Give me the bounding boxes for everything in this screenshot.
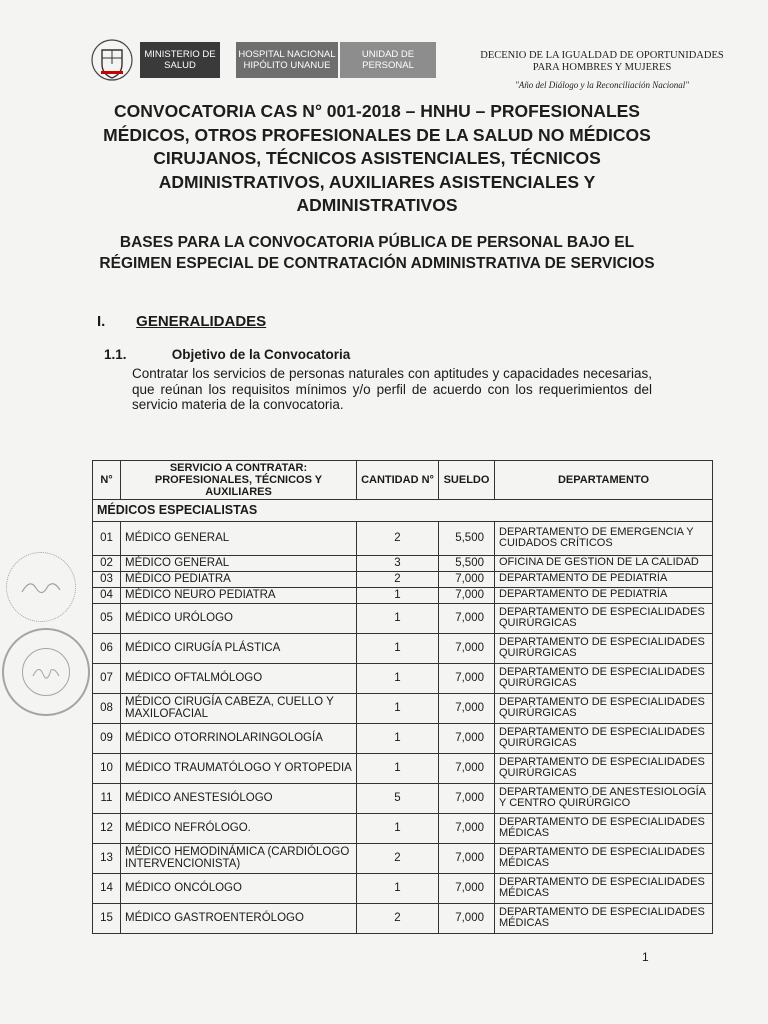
cell-num: 13 [93, 843, 121, 873]
cell-servicio: MÉDICO CIRUGÍA PLÁSTICA [121, 633, 357, 663]
table-row [93, 783, 713, 813]
peru-crest-icon [88, 36, 136, 84]
cell-sueldo: 7,000 [439, 603, 495, 633]
cell-servicio: MÉDICO OTORRINOLARINGOLOGÍA [121, 723, 357, 753]
cell-sueldo: 7,000 [439, 813, 495, 843]
logo-ministerio-de-salud: MINISTERIO DE SALUD [140, 42, 220, 78]
logo-hospital: HOSPITAL NACIONAL HIPÓLITO UNANUE [236, 42, 338, 78]
seal-inner-ring [22, 648, 70, 696]
header-sueldo: SUELDO [439, 461, 495, 500]
signature-icon [18, 572, 64, 602]
cell-sueldo: 7,000 [439, 633, 495, 663]
cell-cantidad: 3 [357, 555, 439, 571]
table-header-row [93, 461, 713, 500]
cell-sueldo: 7,000 [439, 587, 495, 603]
cell-departamento: DEPARTAMENTO DE ESPECIALIDADES MÉDICAS [495, 903, 713, 933]
cell-departamento: DEPARTAMENTO DE ESPECIALIDADES QUIRÚRGICAS [495, 603, 713, 633]
cell-cantidad: 1 [357, 873, 439, 903]
cell-cantidad: 5 [357, 783, 439, 813]
cell-departamento: DEPARTAMENTO DE PEDIATRÍA [495, 571, 713, 587]
cell-servicio: MÉDICO NEFRÓLOGO. [121, 813, 357, 843]
document-subtitle: BASES PARA LA CONVOCATORIA PÚBLICA DE PERSONAL BAJO EL RÉGIMEN ESPECIAL DE CONTRATACIÓN ADMINISTRATIVA DE SERVICIOS [99, 234, 655, 272]
table-row [93, 571, 713, 587]
table-row [93, 603, 713, 633]
cell-num: 02 [93, 555, 121, 571]
cell-servicio: MÉDICO CIRUGÍA CABEZA, CUELLO Y MAXILOFACIAL [121, 693, 357, 723]
cell-cantidad: 1 [357, 663, 439, 693]
cell-departamento: DEPARTAMENTO DE ESPECIALIDADES MÉDICAS [495, 843, 713, 873]
decenio-line-2: PARA HOMBRES Y MUJERES [532, 62, 672, 73]
cell-departamento: OFICINA DE GESTION DE LA CALIDAD [495, 555, 713, 571]
page-number: 1 [642, 950, 649, 964]
table-row [93, 663, 713, 693]
cell-servicio: MÉDICO PEDIATRA [121, 571, 357, 587]
cell-servicio: MÉDICO URÓLOGO [121, 603, 357, 633]
table-row [93, 521, 713, 555]
seal-stamp-direccion-general [2, 628, 90, 716]
cell-departamento: DEPARTAMENTO DE ESPECIALIDADES MÉDICAS [495, 813, 713, 843]
cell-sueldo: 5,500 [439, 521, 495, 555]
cell-servicio: MÉDICO OFTALMÓLOGO [121, 663, 357, 693]
cell-sueldo: 7,000 [439, 571, 495, 587]
cell-departamento: DEPARTAMENTO DE ESPECIALIDADES QUIRÚRGICAS [495, 633, 713, 663]
section-heading [97, 313, 266, 330]
cell-servicio: MÉDICO HEMODINÁMICA (CARDIÓLOGO INTERVENCIONISTA) [121, 843, 357, 873]
logo-unidad-personal: UNIDAD DE PERSONAL [340, 42, 436, 78]
table-row [93, 873, 713, 903]
cell-servicio: MÉDICO GASTROENTERÓLOGO [121, 903, 357, 933]
cell-cantidad: 1 [357, 587, 439, 603]
positions-table [92, 460, 713, 934]
table-row [93, 813, 713, 843]
cell-sueldo: 7,000 [439, 843, 495, 873]
group-label: MÉDICOS ESPECIALISTAS [93, 500, 713, 522]
cell-num: 10 [93, 753, 121, 783]
cell-cantidad: 2 [357, 521, 439, 555]
table-row [93, 693, 713, 723]
cell-servicio: MÉDICO ANESTESIÓLOGO [121, 783, 357, 813]
cell-num: 05 [93, 603, 121, 633]
objective-paragraph: Contratar los servicios de personas naturales con aptitudes y capacidades necesarias, que reúnan los requisitos mínimos y/o perfil de acuerdo con los requerimientos del servicio materia de la convocatoria. [132, 366, 652, 412]
cell-cantidad: 1 [357, 753, 439, 783]
section-label: GENERALIDADES [136, 313, 267, 330]
cell-sueldo: 7,000 [439, 723, 495, 753]
cell-num: 11 [93, 783, 121, 813]
header-servicio: SERVICIO A CONTRATAR: PROFESIONALES, TÉCNICOS Y AUXILIARES [121, 461, 357, 500]
cell-sueldo: 5,500 [439, 555, 495, 571]
year-motto: "Año del Diálogo y la Reconciliación Nacional" [514, 80, 690, 90]
cell-departamento: DEPARTAMENTO DE ESPECIALIDADES MÉDICAS [495, 873, 713, 903]
cell-sueldo: 7,000 [439, 873, 495, 903]
cell-departamento: DEPARTAMENTO DE EMERGENCIA Y CUIDADOS CRÍTICOS [495, 521, 713, 555]
cell-sueldo: 7,000 [439, 663, 495, 693]
header-departamento: DEPARTAMENTO [495, 461, 713, 500]
cell-servicio: MÉDICO ONCÓLOGO [121, 873, 357, 903]
cell-departamento: DEPARTAMENTO DE ESPECIALIDADES QUIRÚRGICAS [495, 693, 713, 723]
cell-num: 04 [93, 587, 121, 603]
cell-servicio: MÉDICO NEURO PEDIATRA [121, 587, 357, 603]
letterhead [88, 30, 728, 90]
cell-servicio: MÉDICO TRAUMATÓLOGO Y ORTOPEDIA [121, 753, 357, 783]
cell-servicio: MÉDICO GENERAL [121, 555, 357, 571]
cell-num: 08 [93, 693, 121, 723]
subsection-label: Objetivo de la Convocatoria [171, 347, 351, 362]
cell-departamento: DEPARTAMENTO DE ESPECIALIDADES QUIRÚRGICAS [495, 753, 713, 783]
cell-num: 09 [93, 723, 121, 753]
header-num: N° [93, 461, 121, 500]
header-cantidad: CANTIDAD N° [357, 461, 439, 500]
seal-signature-icon [31, 662, 61, 682]
cell-num: 12 [93, 813, 121, 843]
cell-departamento: DEPARTAMENTO DE PEDIATRÍA [495, 587, 713, 603]
cell-cantidad: 1 [357, 693, 439, 723]
cell-departamento: DEPARTAMENTO DE ANESTESIOLOGÍA Y CENTRO QUIRÚRGICO [495, 783, 713, 813]
cell-departamento: DEPARTAMENTO DE ESPECIALIDADES QUIRÚRGICAS [495, 663, 713, 693]
cell-servicio: MÉDICO GENERAL [121, 521, 357, 555]
cell-num: 14 [93, 873, 121, 903]
cell-num: 06 [93, 633, 121, 663]
cell-num: 07 [93, 663, 121, 693]
cell-cantidad: 1 [357, 813, 439, 843]
cell-sueldo: 7,000 [439, 693, 495, 723]
seal-stamp-signature [6, 552, 76, 622]
cell-cantidad: 1 [357, 723, 439, 753]
cell-cantidad: 2 [357, 571, 439, 587]
subsection-heading [104, 347, 350, 362]
table-row [93, 843, 713, 873]
cell-cantidad: 1 [357, 603, 439, 633]
cell-sueldo: 7,000 [439, 903, 495, 933]
cell-cantidad: 2 [357, 903, 439, 933]
cell-sueldo: 7,000 [439, 783, 495, 813]
table-row [93, 633, 713, 663]
table-row [93, 753, 713, 783]
group-row [93, 500, 713, 522]
table-row [93, 555, 713, 571]
table-row [93, 587, 713, 603]
cell-num: 15 [93, 903, 121, 933]
subsection-number: 1.1. [104, 347, 127, 362]
cell-sueldo: 7,000 [439, 753, 495, 783]
decenio-line-1: DECENIO DE LA IGUALDAD DE OPORTUNIDADES [480, 50, 724, 61]
cell-num: 03 [93, 571, 121, 587]
document-title: CONVOCATORIA CAS N° 001-2018 – HNHU – PROFESIONALES MÉDICOS, OTROS PROFESIONALES DE LA SALUD NO MÉDICOS CIRUJANOS, TÉCNICOS ASISTENCIALES, TÉCNICOS ADMINISTRATIVOS, AUXILIARES ASISTENCIALES Y ADMINISTRATIVOS [103, 101, 651, 215]
decenio-text [472, 50, 732, 74]
section-number: I. [97, 313, 106, 330]
table-row [93, 903, 713, 933]
cell-num: 01 [93, 521, 121, 555]
cell-departamento: DEPARTAMENTO DE ESPECIALIDADES QUIRÚRGICAS [495, 723, 713, 753]
cell-cantidad: 1 [357, 633, 439, 663]
cell-cantidad: 2 [357, 843, 439, 873]
table-row [93, 723, 713, 753]
